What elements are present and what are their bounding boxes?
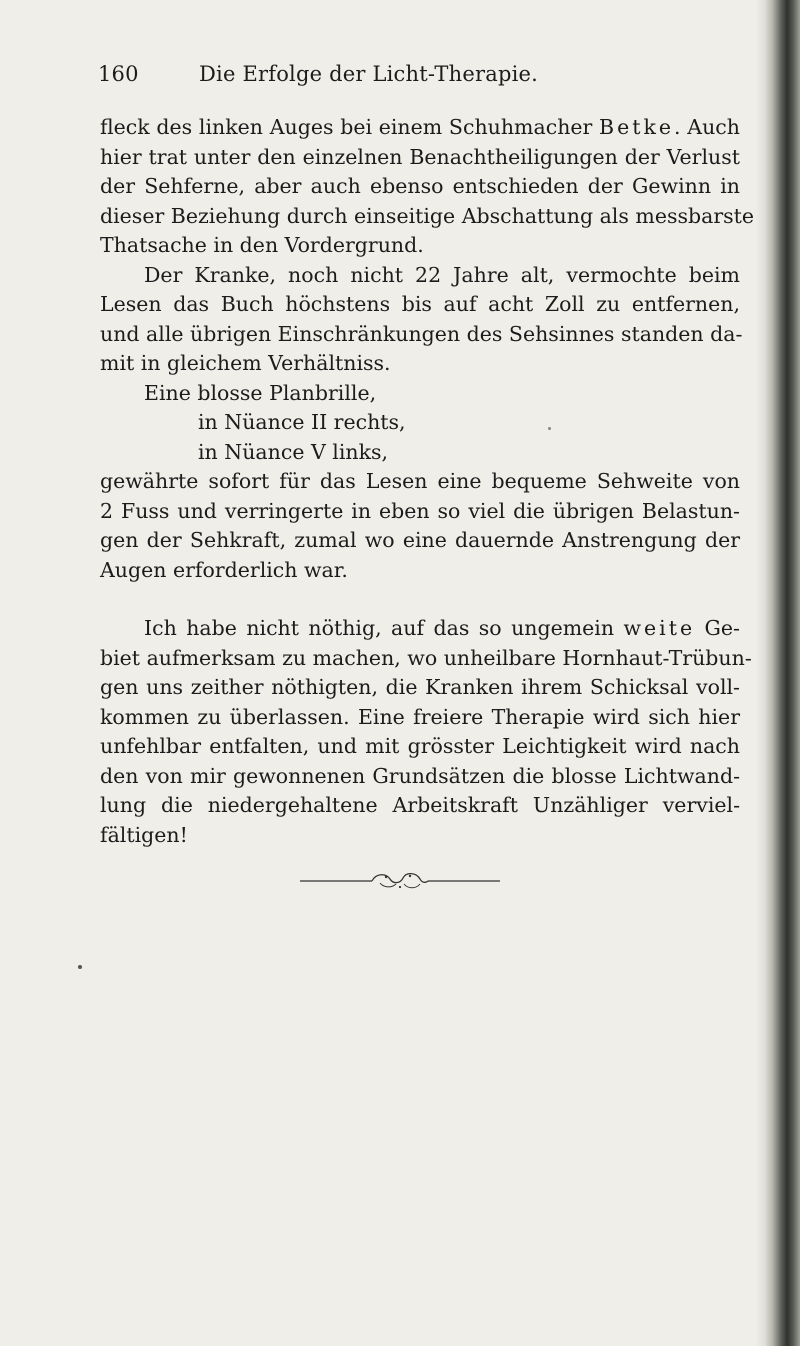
text-line: der Sehferne, aber auch ebenso entschieden der Gewinn in (100, 174, 740, 198)
text-line: Thatsache in den Vordergrund. (100, 233, 424, 257)
gutter-shadow (756, 0, 766, 1346)
book-spine (766, 0, 800, 1346)
text-line: gen der Sehkraft, zumal wo eine dauernde Anstrengung der (100, 528, 740, 552)
prescription-line: in Nüance V links, (198, 439, 389, 464)
text-line: unfehlbar entfalten, und mit grösster Leichtigkeit wird nach (100, 734, 740, 758)
text-line: 2 Fuss und verringerte in eben so viel die übrigen Belastun- (100, 498, 740, 523)
page-number: 160 (98, 62, 139, 86)
text-line: dieser Beziehung durch einseitige Abschattung als messbarste (100, 203, 755, 228)
paper-speck (78, 965, 82, 969)
text-line: Augen erforderlich war. (100, 557, 348, 582)
emphasis-weite: weite (623, 616, 696, 640)
paragraph-gap (100, 585, 740, 614)
end-ornament-icon (300, 868, 500, 892)
name-betke: Betke (599, 115, 675, 139)
text-line: kommen zu überlassen. Eine freiere Therapie wird sich hier (100, 704, 740, 729)
text-line: fleck des linken Auges bei einem Schuhmacher Betke. Auch (100, 115, 740, 139)
text-line: und alle übrigen Einschränkungen des Sehsinnes standen da- (100, 321, 743, 346)
text-line: gen uns zeither nöthigten, die Kranken ihrem Schicksal voll- (100, 675, 740, 699)
text-line: Ich habe nicht nöthig, auf das so ungemein weite Ge- (144, 616, 740, 640)
prescription-line: in Nüance II rechts, (198, 410, 406, 434)
prescription-line: Eine blosse Planbrille, (144, 380, 377, 405)
running-title: Die Erfolge der Licht-Therapie. (199, 62, 539, 86)
paper-speck (548, 427, 551, 430)
text-line: mit in gleichem Verhältniss. (100, 351, 391, 375)
body-text (100, 113, 755, 850)
text-line: Der Kranke, noch nicht 22 Jahre alt, vermochte beim (144, 262, 740, 287)
text-line: gewährte sofort für das Lesen eine bequeme Sehweite von (100, 469, 740, 493)
text-line: biet aufmerksam zu machen, wo unheilbare Hornhaut-Trübun- (100, 645, 752, 670)
text-line: hier trat unter den einzelnen Benachtheiligungen der Verlust (100, 144, 740, 169)
running-head (98, 62, 738, 92)
text-line: lung die niedergehaltene Arbeitskraft Unzähliger verviel- (100, 793, 740, 817)
text-line: Lesen das Buch höchstens bis auf acht Zoll zu entfernen, (100, 292, 740, 316)
text-line: den von mir gewonnenen Grundsätzen die blosse Lichtwand- (100, 763, 740, 788)
text-line: fältigen! (100, 822, 188, 847)
